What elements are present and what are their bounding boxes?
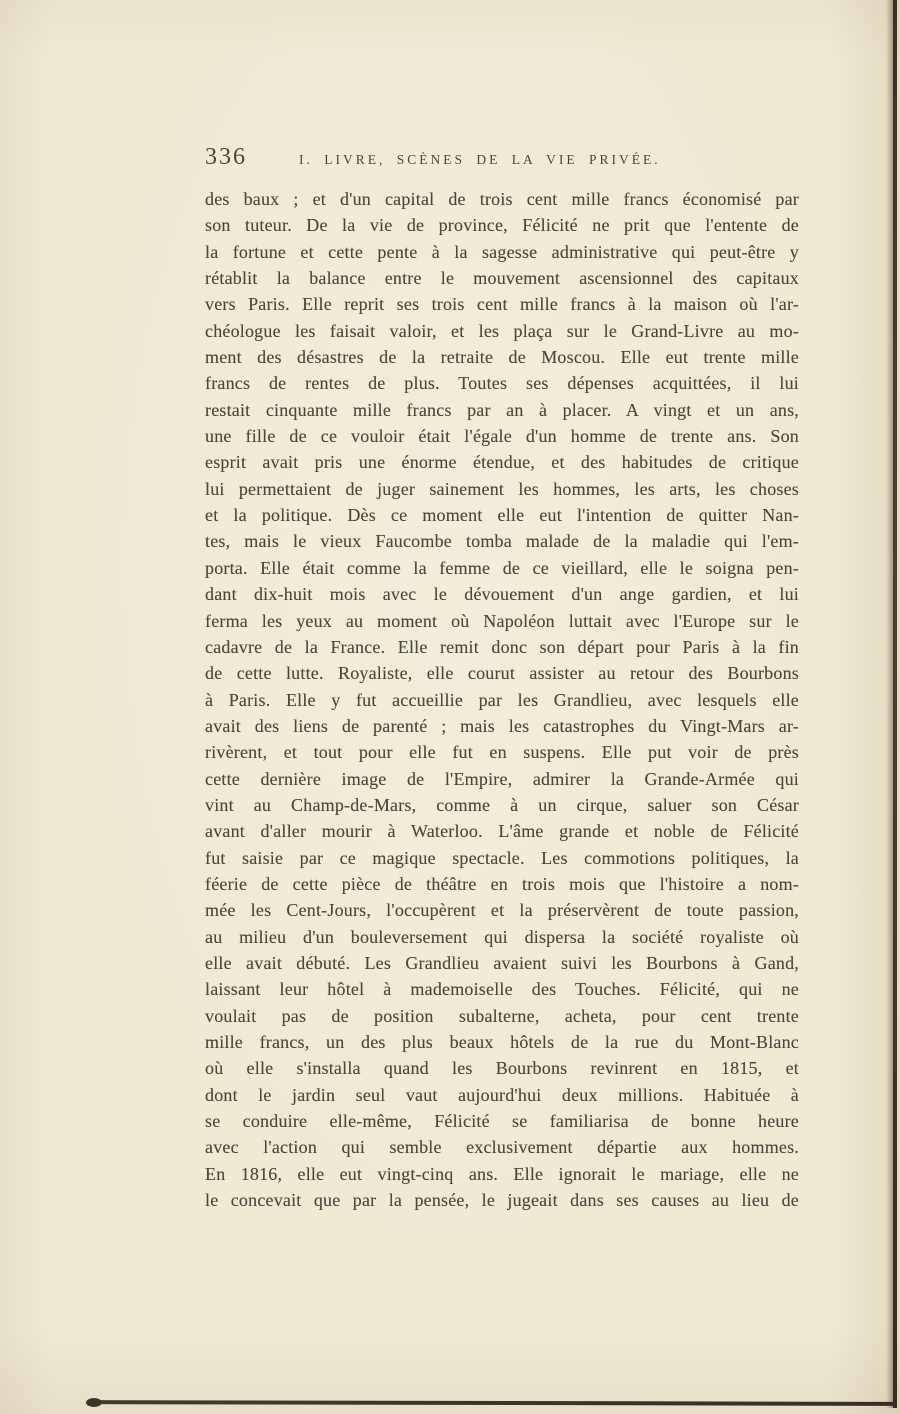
text-line: des baux ; et d'un capital de trois cent mille francs économisé par: [205, 189, 799, 209]
text-line: et la politique. Dès ce moment elle eut l'intention de quitter Nan-: [205, 505, 799, 526]
text-line: cadavre de la France. Elle remit donc son départ pour Paris à la fin: [205, 636, 799, 657]
text-line: se conduire elle-même, Félicité se familiarisa de bonne heure: [205, 1111, 799, 1132]
text-line: restait cinquante mille francs par an à placer. A vingt et un ans,: [205, 399, 799, 420]
text-line: la fortune et cette pente à la sagesse administrative qui peut-être y: [205, 241, 799, 262]
text-line: voulait pas de position subalterne, acheta, pour cent trente: [205, 1005, 799, 1026]
text-line: chéologue les faisait valoir, et les plaça sur le Grand-Livre au mo-: [205, 320, 799, 341]
page-header: [205, 144, 799, 171]
text-line: le concevait que par la pensée, le jugeait dans ses causes au lieu de: [205, 1190, 799, 1211]
text-line: laissant leur hôtel à mademoiselle des Touches. Félicité, qui ne: [205, 979, 799, 1000]
page-edge-right-shadow: [886, 0, 893, 1408]
page-number: 336: [205, 144, 247, 170]
text-line: son tuteur. De la vie de province, Félicité ne prit que l'entente de: [205, 215, 799, 236]
text-line: avait des liens de parenté ; mais les catastrophes du Vingt-Mars ar-: [205, 715, 799, 736]
text-line: dant dix-huit mois avec le dévouement d'un ange gardien, et lui: [205, 584, 799, 605]
text-line: au milieu d'un bouleversement qui dispersa la société royaliste où: [205, 926, 799, 947]
page-edge-bottom: [90, 1400, 896, 1406]
text-line: avec l'action qui semble exclusivement départie aux hommes.: [205, 1137, 799, 1158]
text-line: où elle s'installa quand les Bourbons revinrent en 1815, et: [205, 1058, 799, 1079]
text-line: mille francs, un des plus beaux hôtels de la rue du Mont-Blanc: [205, 1032, 799, 1052]
text-line: vint au Champ-de-Mars, comme à un cirque, saluer son César: [205, 794, 799, 815]
text-line: porta. Elle était comme la femme de ce vieillard, elle le soigna pen-: [205, 557, 799, 578]
text-line: cette dernière image de l'Empire, admirer la Grande-Armée qui: [205, 768, 799, 789]
text-line: tes, mais le vieux Faucombe tomba malade de la maladie qui l'em-: [205, 531, 799, 552]
page-edge-bottom-blob: [86, 1398, 102, 1407]
text-line: rétablit la balance entre le mouvement ascensionnel des capitaux: [205, 268, 799, 289]
text-line: de cette lutte. Royaliste, elle courut assister au retour des Bourbons: [205, 663, 799, 684]
text-block: [205, 186, 799, 1213]
text-line: une fille de ce vouloir était l'égale d'un homme de trente ans. Son: [205, 426, 799, 447]
running-title: I. LIVRE, SCÈNES DE LA VIE PRIVÉE.: [299, 152, 661, 167]
page-edge-right: [893, 0, 897, 1408]
text-line: à Paris. Elle y fut accueillie par les Grandlieu, avec lesquels elle: [205, 689, 799, 710]
text-line: avant d'aller mourir à Waterloo. L'âme grande et noble de Félicité: [205, 821, 799, 842]
text-line: elle avait débuté. Les Grandlieu avaient suivi les Bourbons à Gand,: [205, 952, 799, 973]
text-line: fut saisie par ce magique spectacle. Les commotions politiques, la: [205, 847, 799, 868]
text-line: féerie de cette pièce de théâtre en trois mois que l'histoire a nom-: [205, 873, 799, 894]
text-line: En 1816, elle eut vingt-cinq ans. Elle ignorait le mariage, elle ne: [205, 1163, 799, 1184]
text-line: lui permettaient de juger sainement les hommes, les arts, les choses: [205, 478, 799, 499]
text-line: francs de rentes de plus. Toutes ses dépenses acquittées, il lui: [205, 373, 799, 394]
text-line: vers Paris. Elle reprit ses trois cent mille francs à la maison où l'ar-: [205, 294, 799, 315]
text-line: mée les Cent-Jours, l'occupèrent et la préservèrent de toute passion,: [205, 900, 799, 921]
text-line: ment des désastres de la retraite de Moscou. Elle eut trente mille: [205, 347, 799, 368]
text-line: esprit avait pris une énorme étendue, et des habitudes de critique: [205, 452, 799, 473]
text-line: ferma les yeux au moment où Napoléon luttait avec l'Europe sur le: [205, 610, 799, 631]
text-line: dont le jardin seul vaut aujourd'hui deux millions. Habituée à: [205, 1084, 799, 1105]
text-line: rivèrent, et tout pour elle fut en suspens. Elle put voir de près: [205, 742, 799, 763]
